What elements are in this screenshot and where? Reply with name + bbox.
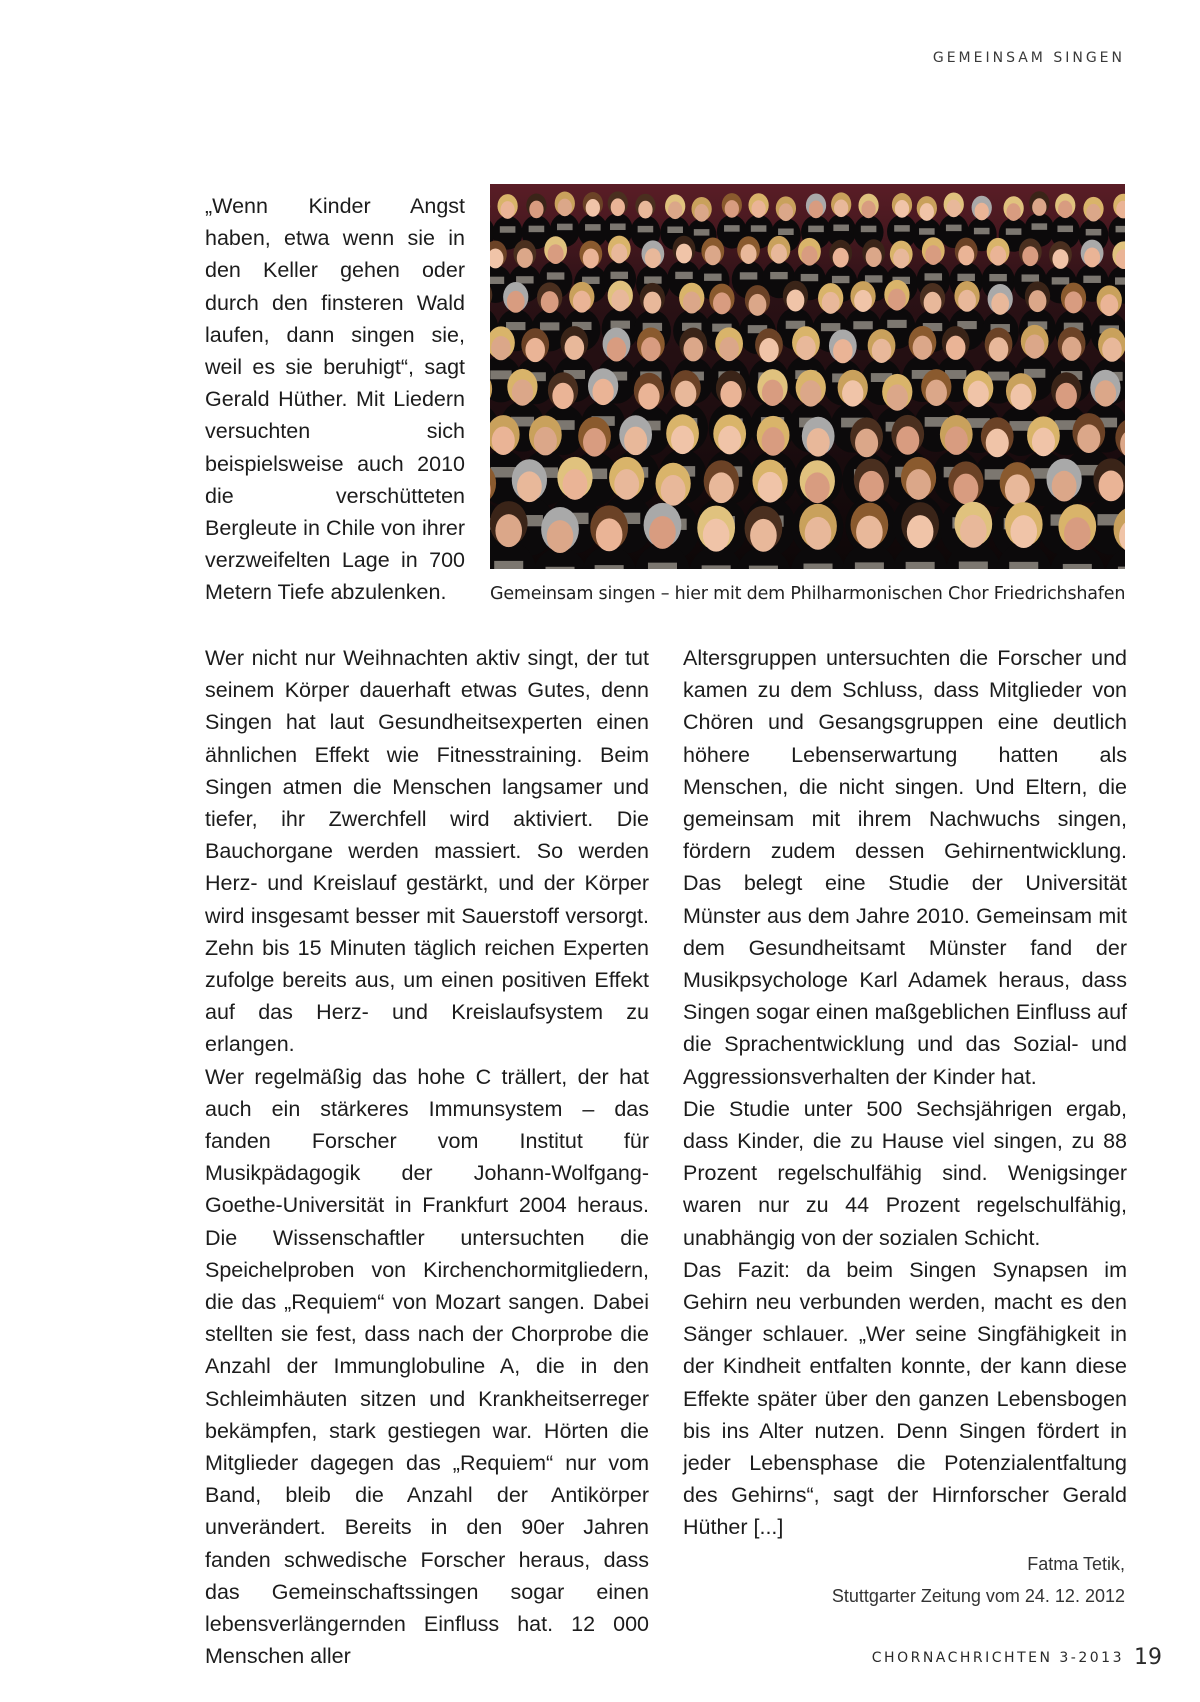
page-footer: [872, 1645, 1162, 1670]
page-number: 19: [1134, 1645, 1162, 1670]
article-credit: [832, 1548, 1125, 1612]
section-label: GEMEINSAM SINGEN: [932, 50, 1125, 66]
paragraph: Wer nicht nur Weihnachten aktiv singt, der tut seinem Körper dauerhaft etwas Gutes, denn Singen hat laut Gesundheitsexperten einen ähnlichen Effekt wie Fitnesstraining. Beim Singen atmen die Menschen langsamer und tiefer, ihr Zwerchfell wird aktiviert. Die Bauchorgane werden massiert. So werden Herz- und Kreislauf gestärkt, und der Körper wird insgesamt besser mit Sauerstoff versorgt. Zehn bis 15 Minuten täglich reichen Experten zufolge bereits aus, um einen positiven Effekt auf das Herz- und Kreislaufsystem zu erlangen.: [205, 646, 649, 1057]
photo-caption: Gemeinsam singen – hier mit dem Philharmonischen Chor Friedrichshafen: [490, 584, 1126, 604]
paragraph: Wer regelmäßig das hohe C trällert, der hat auch ein stärkeres Immunsystem – das fanden Forscher vom Institut für Musikpädagogik der Johann-Wolfgang-Goethe-Universität in Frankfurt 2004 heraus. Die Wissenschaftler untersuchten die Speichelproben von Kirchenchormitgliedern, die das „Requiem“ von Mozart sangen. Dabei stellten sie fest, dass nach der Chorprobe die Anzahl der Immunglobuline A, die in den Schleimhäuten sitzen und Krankheitserreger bekämpfen, stark gestiegen war. Hörten die Mitglieder dagegen das „Requiem“ nur vom Band, bleib die Anzahl der Antikörper unverändert. Bereits in den 90er Jahren fanden schwedische Forscher heraus, dass das Gemeinschaftssingen sogar einen lebensverlängernden Einfluss hat. 12 000 Menschen aller: [205, 1064, 649, 1669]
paragraph: Das Fazit: da beim Singen Synapsen im Gehirn neu verbunden werden, macht es den Sänger schlauer. „Wer seine Singfähigkeit in der Kindheit entfalten konnte, der kann diese Effekte später über den ganzen Lebensbogen bis ins Alter nutzen. Denn Singen fördert in jeder Lebensphase die Potenzialentfaltung des Gehirns“, sagt der Hirnforscher Gerald Hüther [...]: [683, 1257, 1127, 1540]
paragraph: Altersgruppen untersuchten die Forscher und kamen zu dem Schluss, dass Mitglieder von Chören und Gesangsgruppen eine deutlich höhere Lebenserwartung hatten als Menschen, die nicht singen. Und Eltern, die gemeinsam mit ihrem Nachwuchs singen, fördern zudem dessen Gehirnentwicklung. Das belegt eine Studie der Universität Münster aus dem Jahre 2010. Gemeinsam mit dem Gesundheitsamt Münster fand der Musikpsychologe Karl Adamek heraus, dass Singen sogar einen maßgeblichen Einfluss auf die Sprachentwicklung und das Sozial- und Aggressionsverhalten der Kinder hat.: [683, 646, 1127, 1089]
intro-paragraph: [205, 190, 465, 609]
author-name: Fatma Tetik,: [1027, 1554, 1125, 1574]
intro-text: „Wenn Kinder Angst haben, etwa wenn sie in den Keller gehen oder durch den finsteren Wald laufen, dann singen sie, weil es sie beruhigt“, sagt Gerald Hüther. Mit Liedern versuchten sich beispielsweise auch 2010 die verschütteten Bergleute in Chile von ihrer verzweifelten Lage in 700 Metern Tiefe abzulenken.: [205, 194, 465, 605]
paragraph: Die Studie unter 500 Sechsjährigen ergab, dass Kinder, die zu Hause viel singen, zu 88 Prozent regelschulfähig sind. Wenigsinger waren nur zu 44 Prozent regelschulfähig, unabhängig von der sozialen Schicht.: [683, 1096, 1127, 1250]
article-column-left: [205, 642, 649, 1673]
choir-photo: [490, 184, 1125, 569]
source-line: Stuttgarter Zeitung vom 24. 12. 2012: [831, 1586, 1125, 1606]
choir-photo-image: [490, 184, 1125, 569]
article-column-right: [683, 642, 1127, 1544]
magazine-name: CHORNACHRICHTEN 3-2013: [871, 1650, 1124, 1666]
